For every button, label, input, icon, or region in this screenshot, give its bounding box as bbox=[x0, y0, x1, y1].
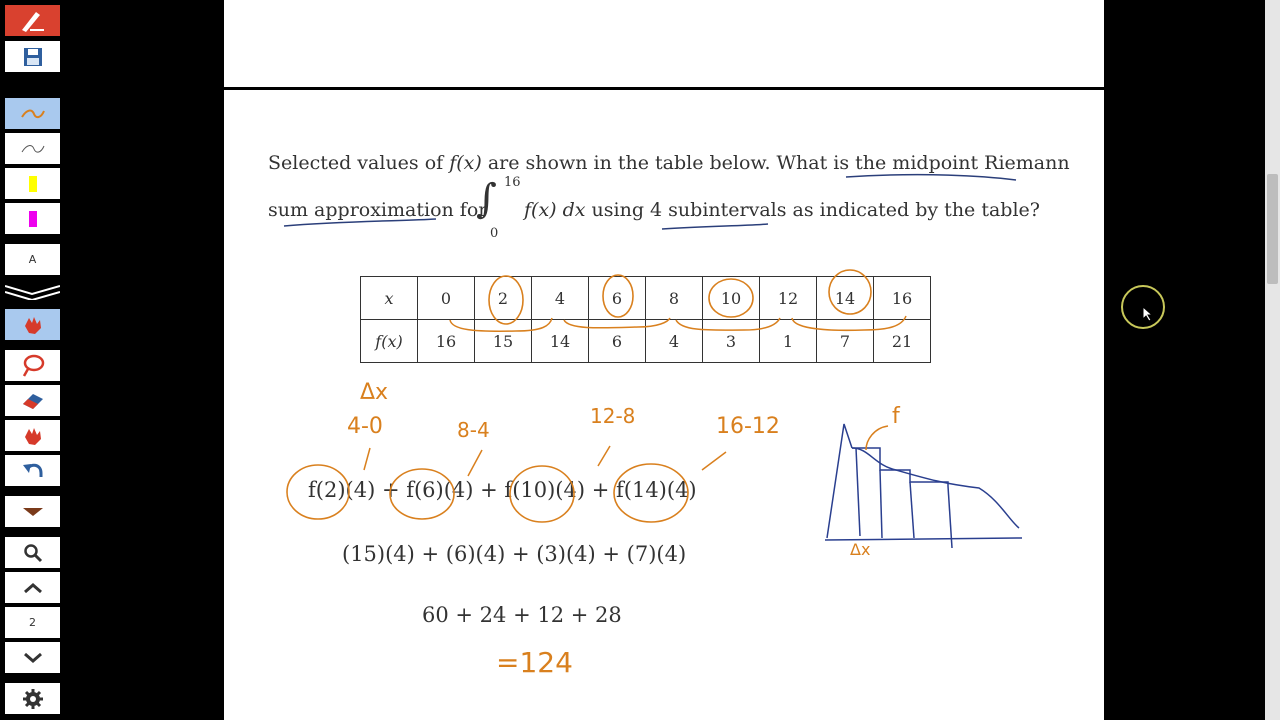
graph-label-delta-x: Δx bbox=[850, 540, 871, 559]
page-number-field[interactable] bbox=[5, 607, 60, 638]
pen-orange-button[interactable] bbox=[5, 98, 60, 129]
table-cell: 7 bbox=[817, 320, 874, 363]
question-line-2a bbox=[268, 199, 487, 221]
eraser-icon bbox=[20, 391, 46, 411]
undo-button[interactable] bbox=[5, 455, 60, 486]
app-logo-button[interactable] bbox=[5, 5, 60, 36]
save-button[interactable] bbox=[5, 41, 60, 72]
magnifier-icon bbox=[23, 543, 43, 563]
table-cell: 21 bbox=[874, 320, 931, 363]
question-text: Selected values of bbox=[268, 152, 450, 174]
annotation-diff: 4-0 bbox=[347, 414, 383, 439]
pen-thin-button[interactable] bbox=[5, 133, 60, 164]
hand-select-button[interactable] bbox=[5, 309, 60, 340]
text-icon: A bbox=[28, 253, 37, 266]
page-up-button[interactable] bbox=[5, 572, 60, 603]
table-cell: 14 bbox=[532, 320, 589, 363]
table-cell: 1 bbox=[760, 320, 817, 363]
lasso-icon bbox=[20, 354, 46, 378]
save-icon bbox=[22, 46, 44, 68]
annotation-diff: 12-8 bbox=[590, 404, 636, 428]
table-cell: 15 bbox=[475, 320, 532, 363]
text-tool-button[interactable] bbox=[5, 244, 60, 275]
hand-pan-button[interactable] bbox=[5, 420, 60, 451]
table-cell: 16 bbox=[874, 277, 931, 320]
highlighter-icon bbox=[27, 175, 39, 193]
highlighter-yellow-button[interactable] bbox=[5, 168, 60, 199]
menu-down-button[interactable] bbox=[5, 496, 60, 527]
annotation-diff: 16-12 bbox=[716, 414, 780, 439]
integral-lower-limit: 0 bbox=[490, 226, 499, 241]
table-cell: 8 bbox=[646, 277, 703, 320]
question-text: sum approximation for bbox=[268, 199, 488, 221]
annotation-result: =124 bbox=[496, 646, 573, 679]
scrollbar-thumb[interactable] bbox=[1267, 174, 1278, 284]
chevron-down-icon bbox=[5, 280, 60, 300]
mouse-cursor-icon bbox=[1142, 306, 1154, 322]
vertical-scrollbar[interactable] bbox=[1265, 0, 1280, 720]
table-cell: 4 bbox=[646, 320, 703, 363]
table-cell: 12 bbox=[760, 277, 817, 320]
page-down-button[interactable] bbox=[5, 642, 60, 673]
question-text: using 4 subintervals as indicated by the table? bbox=[585, 199, 1040, 221]
annotation-delta-x: Δx bbox=[360, 380, 389, 405]
table-cell: 14 bbox=[817, 277, 874, 320]
question-text: are shown in the table below. What is the midpoint Riemann bbox=[481, 152, 1070, 174]
hand-icon bbox=[21, 314, 45, 336]
document-page[interactable] bbox=[224, 0, 1104, 720]
table-header-x: x bbox=[361, 277, 418, 320]
lasso-button[interactable] bbox=[5, 350, 60, 381]
integral-sign: ∫ bbox=[476, 176, 497, 222]
pen-stroke-icon bbox=[20, 107, 46, 121]
page-break-divider bbox=[224, 87, 1104, 90]
table-cell: 6 bbox=[589, 277, 646, 320]
table-cell: 4 bbox=[532, 277, 589, 320]
highlighter-icon bbox=[27, 210, 39, 228]
annotation-diff: 8-4 bbox=[457, 418, 490, 442]
hand-icon bbox=[21, 425, 45, 447]
triangle-down-icon bbox=[21, 506, 45, 518]
highlighter-magenta-button[interactable] bbox=[5, 203, 60, 234]
table-cell: 3 bbox=[703, 320, 760, 363]
table-row bbox=[361, 277, 931, 320]
question-line-1 bbox=[268, 152, 1070, 174]
table-header-fx: f(x) bbox=[361, 320, 418, 363]
question-line-2b bbox=[524, 199, 1040, 221]
work-line-1: f(2)(4) + f(6)(4) + f(10)(4) + f(14)(4) bbox=[308, 478, 697, 502]
left-toolbar bbox=[0, 0, 66, 720]
pen-logo-icon bbox=[18, 8, 48, 34]
table-cell: 16 bbox=[418, 320, 475, 363]
gear-icon bbox=[22, 688, 44, 710]
table-cell: 0 bbox=[418, 277, 475, 320]
chevron-up-icon bbox=[23, 582, 43, 594]
work-line-3: 60 + 24 + 12 + 28 bbox=[422, 603, 622, 627]
table-cell: 6 bbox=[589, 320, 646, 363]
table-cell: 10 bbox=[703, 277, 760, 320]
pen-stroke-icon bbox=[20, 142, 46, 156]
undo-icon bbox=[21, 461, 45, 481]
integral-upper-limit: 16 bbox=[504, 175, 521, 190]
table-cell: 2 bbox=[475, 277, 532, 320]
table-row bbox=[361, 320, 931, 363]
fx-symbol: f(x) bbox=[449, 152, 482, 174]
graph-label-f: f bbox=[892, 404, 900, 429]
integrand: f(x) dx bbox=[524, 199, 586, 221]
work-line-2: (15)(4) + (6)(4) + (3)(4) + (7)(4) bbox=[342, 542, 687, 566]
eraser-button[interactable] bbox=[5, 385, 60, 416]
values-table bbox=[360, 276, 931, 363]
page-number: 2 bbox=[29, 616, 36, 629]
zoom-button[interactable] bbox=[5, 537, 60, 568]
settings-button[interactable] bbox=[5, 683, 60, 714]
chevron-down-icon bbox=[23, 652, 43, 664]
toolbar-collapse-chevron[interactable] bbox=[5, 280, 60, 300]
